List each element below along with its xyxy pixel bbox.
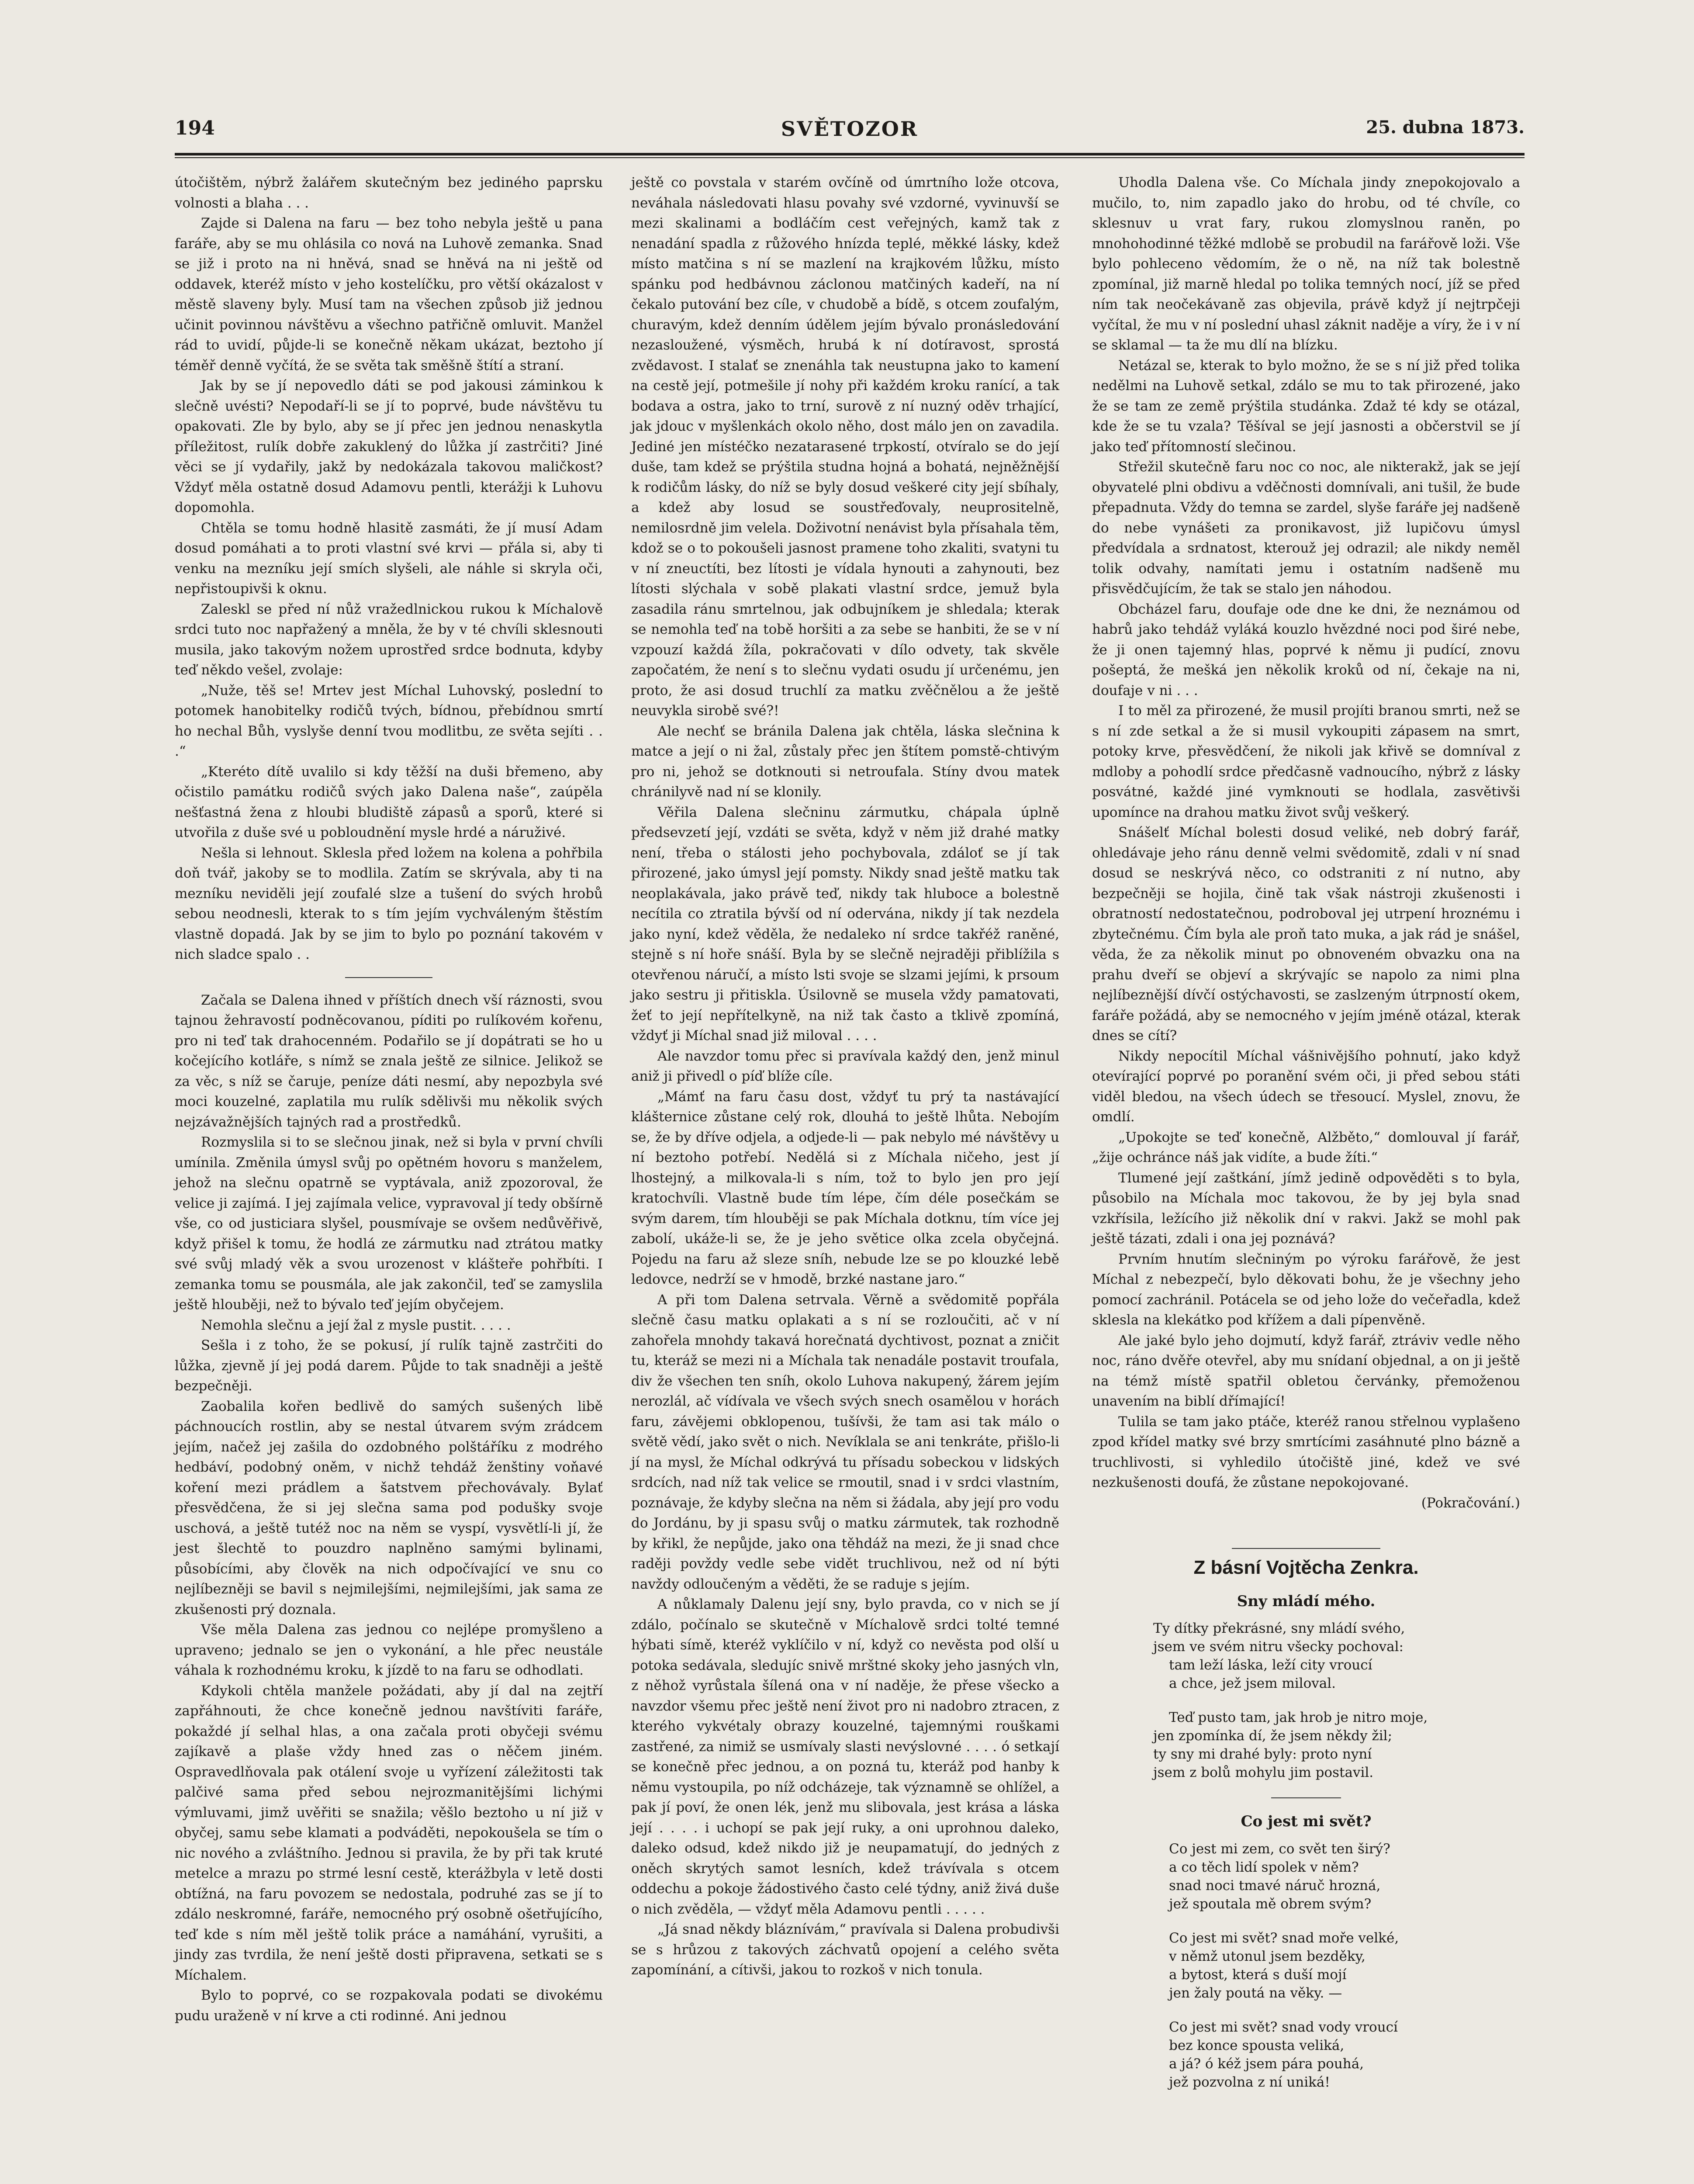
paragraph: Tulila se tam jako ptáče, kteréž ranou střelnou vyplašeno zpod křídel matky své brzy smrtícími zasáhnuté plno bázně a truchlivosti, si vyhledilo útočiště jiné, kdež ve své nezkušenosti doufá, že zůstane nepokojované.	[1092, 1413, 1520, 1490]
poem-title: Co jest mi svět?	[1241, 1813, 1372, 1830]
poem-line: ty sny mi drahé byly: proto nyní	[1153, 1746, 1372, 1762]
poem-line: Co jest mi svět? snad vody vroucí	[1169, 2019, 1398, 2035]
poem-stanza	[1153, 2018, 1520, 2091]
paragraph: Prvním hnutím slečniným po výroku farářově, že jest Míchal z nebezpečí, bylo děkovati bohu, že je všechny jeho pomocí zachránil. Potácela se od jeho lože do večeřadla, kdež sklesla na klekátko pod křížem a dali pípenvěně.	[1092, 1251, 1520, 1328]
paragraph: Tlumené její zaštkání, jímž jedině odpověděti s to byla, působilo na Míchala moc takovou, že by jej byla snad vzkřísila, ležícího již několik dní v rakvi. Jakž se mohl pak ještě tázati, zdali i ona jej poznává?	[1092, 1170, 1520, 1247]
paragraph: ještě co povstala v starém ovčíně od úmrtního lože otcova, neváhala následovati hlasu povahy své vzdorné, vyvinuvší se mezi skalinami a bodláčím cest veřejných, kamž tak z nenadání spadla z růžového hnízda teplé, měkké lásky, kdež místo matčina s ní se mazlení na krajkovém lůžku, místo spánku pod hedbávnou záclonou matčiných kadeří, na ní čekalo putování bez cíle, v chudobě a bídě, s otcem zoufalým, churavým, kdež denním údělem jejím bývalo pronásledování nezasloužené, výsměch, hrubá k ní dotíravost, sprostá zvědavost. I stalať se znenáhla tak neustupna jako to kamení na cestě její, potmešile jí nohy při každém kroku ranící, a tak bodava a ostra, jako to trní, surově z ní nuzný oděv trhající, jak jdouc v myšlenkách okolo něho, dost málo jen on zavadila. Jediné jen místéčko nezatarasené trpkostí, otvíralo se do její duše, tam kdež se prýštila studna hojná a bohatá, nejněžnější k rodičům lásky, do níž se byly dosud veškeré city její sbíhaly, a kdež aby losud se soustřeďovaly, neuprositelně, nemilosrdně jim velela. Doživotní nenávist byla přísahala těm, kdož se o to pokoušeli jasnost pramene toho zkaliti, svatyni tu v ní zneuctíti, bez lítosti je vídala hynouti a zahynouti, bez lítosti slýchala v sobě plakati vlastní srdce, jemuž byla zasadila ránu smrtelnou, jak odbujníkem je shledala; kterak se nemohla teď na tobě horšiti a za sebe se hanbiti, že se v ní vzpouzí každá žíla, pokračovati v dílo odvety, tak skvěle započatém, že není s to slečnu vydati osudu jí určenému, jen proto, že asi dosud truchlí za matku zvěčnělou a že ještě neuvykla sirobě své?!	[631, 175, 1059, 719]
paragraph: Obcházel faru, doufaje ode dne ke dni, že neznámou od habrů jako tehdáž vyláká kouzlo hvězdné noci pod širé nebe, že ji onen tajemný hlas, poprvé k němu ji pudící, znovu pošeptá, že mešká jen několik kroků od ní, čekaje na ni, doufaje v ni . . .	[1092, 601, 1520, 698]
poem-stanza	[1153, 1708, 1520, 1782]
paragraph: Bylo to poprvé, co se rozpakovala podati se divokému pudu uraženě v ní krve a cti rodinné. Ani jednou	[175, 1987, 603, 2024]
poem-stanza	[1153, 1840, 1520, 1913]
paragraph: Zaleskl se před ní nůž vražedlnickou rukou k Míchalově srdci tuto noc napřažený a mněla, že by v té chvíli sklesnouti musila, jako takovým nožem uprostřed srdce bodnuta, kdyby teď někdo vešel, zvolaje:	[175, 601, 603, 678]
poem-line: tam leží láska, leží city vroucí	[1169, 1657, 1372, 1673]
paragraph: Sešla i z toho, že se pokusí, jí rulík tajně zastrčiti do lůžka, zjevně jí jej podá darem. Půjde to tak snadněji a ještě bezpečněji.	[175, 1337, 603, 1394]
paragraph: Věřila Dalena slečninu zármutku, chápala úplně předsevzetí její, vzdáti se světa, když v něm již drahé matky není, třeba o stálosti jeho pochybovala, zdáloť se jí tak přirozené, jako úmysl její pomsty. Nikdy snad ještě matku tak neoplakávala, jako právě teď, nikdy tak hluboce a bolestně necítila co ztratila bývší od ní odervána, nikdy jí tak nezdela jako nyní, kdež věděla, že nedaleko ní srdce takřéž raněné, stejně s ní hoře snáší. Byla by se slečně nejraději přiblížila s otevřenou náručí, a místo lsti svoje se slzami jejími, k prsoum jako sestru ji přitiskla. Úsilovně se musela vždy pamatovati, žeť to její nepřítelkyně, na niž tak často a tklivě zpomíná, vždyť ji Míchal snad již miloval . . . .	[631, 804, 1059, 1044]
journal-title: SVĚTOZOR	[781, 117, 919, 141]
paragraph: „Já snad někdy bláznívám,“ pravívala si Dalena probudivši se s hrůzou z takových záchvatů opojení a celého světa zapomínání, a cítivši, jakou to rozkoš v nich tonula.	[631, 1921, 1059, 1978]
poem-line: snad noci tmavé náruč hrozná,	[1169, 1877, 1381, 1894]
poem-line: a co těch lidí spolek v něm?	[1169, 1859, 1359, 1875]
paragraph: A při tom Dalena setrvala. Věrně a svědomitě popřála slečně času matku oplakati a s ní se rozloučiti, ač v ní zahořela mnohdy takavá horečnatá dychtivost, poznat a zničit tu, kteráž se mezi ni a Míchala tak nenadále postavit troufala, div že všechen ten sníh, okolo Luhova nakupený, žárem jejím nerozlál, ač vídívala ve všech svých snech osamělou v horách faru, závějemi obklopenou, tušívši, že tam asi tak málo o světě vědí, jako svět o nich. Nevíklala se ani tenkráte, přišlo-li jí na mysl, že Míchal odkrývá tu přísadu sobeckou v lidských srdcích, nad níž tak velice se rmoutil, snad i v srdci vlastním, poznávaje, že kdyby slečna na něm si žádala, aby její pro vodu do Jordánu, by ji spasu svůj o matku zármutek, tak rozhodně by křikl, že nepůjde, jako ona těhdáž na mezi, že ji snad chce raději povždy vedle sebe vidět truchlivou, než od ní býti navždy odloučeným a věděti, že se raduje s jejím.	[631, 1292, 1059, 1592]
paragraph: Rozmyslila si to se slečnou jinak, než si byla v první chvíli umínila. Změnila úmysl svůj po opětném hovoru s manželem, jehož na slečnu opatrně se vyptávala, aniž zpozoroval, že velice ji zajímá. I jej zajímala velice, vypravoval jí tedy obšírně vše, co od justiciara slyšel, pousmívaje se ovšem nedůvěřivě, když přišel k tomu, že hodlá ze zármutku nad ztrátou matky své svůj mladý věk a svou urozenost v klášteře pohřbíti. I zemanka tomu se pousmála, ale jak zakončil, teď se zamyslila ještě hlouběji, než to bývalo teď jejím obyčejem.	[175, 1134, 603, 1313]
paragraph: útočištěm, nýbrž žalářem skutečným bez jediného paprsku volnosti a blaha . . .	[175, 175, 603, 211]
poem-stanza	[1153, 1619, 1520, 1693]
paragraph: I to měl za přirozené, že musil projíti branou smrti, než se s ní zde setkal a že si musil vykoupiti zápasem na smrt, potoky krve, přesvědčení, že nikoli jak křivě se domníval z mdloby a pohodlí srdce předčasně vadnoucího, nýbrž z lásky posvátné, každé jiné vymknouti se hodlala, zasvětivši upomínce na drahou matku život svůj veškerý.	[1092, 703, 1520, 820]
paragraph: Netázal se, kterak to bylo možno, že se s ní již před tolika nedělmi na Luhově setkal, zdálo se mu to tak přirozené, jako že se tam ze země prýštila studánka. Zdaž té kdy se otázal, kde že se tu vzala? Těšíval se její jasnosti a občerstvil se jí jako teď přítomností slečinou.	[1092, 357, 1520, 455]
paragraph: Snášelť Míchal bolesti dosud veliké, neb dobrý farář, ohledávaje jeho ránu denně velmi svědomitě, zdali v ní snad dosud se neskrývá něco, co odstraniti z ní nutno, aby bezpečněji se hojila, čině tak však nástroji zkušenosti i obratností nedostatečnou, podroboval jej utrpení hroznému i zbytečnému. Čím byla ale proň tato muka, a jak rád je snášel, věda, že za několik minut po obnoveném obvazku ona na prahu dveří se objeví a skrývajíc se napolo za nimi plna nejlíbeznější dívčí ostýchavosti, se zaslzeným útrpností okem, faráře požádá, aby se nemocného v jejím jméně otázal, kterak dnes se cítí?	[1092, 825, 1520, 1044]
poem-line: jež spoutala mě obrem svým?	[1169, 1896, 1372, 1912]
paragraph: Střežil skutečně faru noc co noc, ale nikterakž, jak se její obyvatelé plni obdivu a vděčnosti domnívali, ani tušil, že bude přepadnuta. Vždy do temna se zardel, slyše faráře jej nadšeně do nebe vynášeti za pronikavost, již lupičovu úmysl předvídala a srdnatost, kterouž jej odrazil; ale nikdy neměl tolik odvahy, namítati jemu i ostatním nadšeně mu přisvědčujícím, že tak se stalo jen náhodou.	[1092, 459, 1520, 597]
page-number: 194	[175, 117, 215, 139]
paragraph: Ale nechť se bránila Dalena jak chtěla, láska slečnina k matce a její o ni žal, zůstaly přec jen štítem pomstě-chtivým pro ni, jehož se dotknouti si netroufala. Stíny dvou matek chránilyvě nad ní se klonily.	[631, 723, 1059, 800]
paragraph: „Mámť na faru času dost, vždyť tu prý ta nastávající klášternice zůstane celý rok, dlouhá to ještě lhůta. Nebojím se, že by dříve odjela, a odjede-li — pak nebylo mé návštěvy u ní beztoho potřebí. Nedělá si z Míchala ničeho, jest jí lhostejný, a milkovala-li s ním, tož to bylo jen pro její kratochvíli. Vlastně bude tím lépe, čím déle posečkám se svým darem, tím hlouběji se pak Míchala dotknu, tím více jej zabolí, ukáže-li se, že je jeho světice olka zcela obyčejná. Pojedu na faru až sleze sníh, nebude lze se po klouzké lebě ledovce, nedrží se v hmodě, brzké nastane jaro.“	[631, 1089, 1059, 1287]
paragraph: „Nuže, těš se! Mrtev jest Míchal Luhovský, poslední to potomek hanobitelky rodičů tvých, bídnou, přebídnou smrtí ho nechal Bůh, vyslyše denní tvou modlitbu, ze světa sejíti . . .“	[175, 682, 603, 759]
poem-line: bez konce spousta veliká,	[1169, 2037, 1345, 2053]
poem-stanza	[1153, 1929, 1520, 2002]
paragraph: Kdykoli chtěla manžele požádati, aby jí dal na zejtří zapřáhnouti, že chce konečně jednou navštíviti faráře, pokaždé jí selhal hlas, a ona začala proti obyčeji svému zajíkavě a plaše vždy hned zas o něčem jiném. Ospravedlňovala pak otálení svoje u vyřízení záležitosti tak palčivé sama před sebou nejrozmanitějšími lichými výmluvami, jimž uvěřiti se snažila; věšlo beztoho u ní již v obyčej, samu sebe klamati a podváděti, nepokoušela se tím o nic nového a zvláštního. Jednou si pravila, že by při tak kruté metelce a mrazu po strmé lesní cestě, kterážbyla v letě dosti obtížná, na faru povozem se nedostala, podruhé zas se jí to zdálo neskromné, faráře, nemocného prý osobně ošetřujícího, teď kde s ním měl ještě tolik práce a namáhání, vyrušiti, a jindy zas tvrdila, že není ještě dosti připravena, setkati se s Míchalem.	[175, 1683, 603, 1983]
paragraph: A nůklamaly Dalenu její sny, bylo pravda, co v nich se jí zdálo, počínalo se skutečně v Míchalově srdci tolté temné hýbati símě, kteréž vyklíčilo v ní, když co nevěsta pod olší u potoka sedávala, sledujíc snivě mrštné skoky jeho jasných vln, z něhož vyrůstala šílená ona v ní naděje, že přese všecko a navzdor všemu přec ještě není život pro ni nadobro ztracen, z kterého vykvétaly obrazy kouzelné, tajemnými rouškami zastřené, za nimiž se usmívaly slasti nevýslovné . . . . ó setkají se konečně přec jednou, a on pozná tu, kteráž pod hanby k němu vystoupila, po níž odcházeje, tak významně se ohlížel, a pak jí poví, že onen lék, jenž mu slibovala, jest krása a láska její . . . . i uchopí se pak její ruky, a oni uprohnou daleko, daleko odsud, kdež nikdo již je neupamatují, do jedných z oněch skrytých samot lesních, kdež trávívala s otcem oddechu a pokoje žádostivého často celé týdny, aniž živá duše o nich zvěděla, — vždyť měla Adamovu pentli . . . . .	[631, 1597, 1059, 1917]
column-1	[175, 173, 603, 2026]
poem-line: jen zpomínka dí, že jsem někdy žil;	[1153, 1728, 1393, 1744]
poem-line: jsem z bolů mohylu jim postavil.	[1153, 1765, 1374, 1780]
paragraph: Jak by se jí nepovedlo dáti se pod jakousi záminkou k slečně uvésti? Nepodaří-li se jí to poprvé, bude návštěvu tu opakovati. Zle by bylo, aby se jí přec jen jednou nenaskytla příležitost, rulík dobře zakuklený do lůžka jí zastrčiti? Jiné věci se jí vydařily, jakž by nedokázala takovou maličkost? Vždyť měla ostatně dosud Adamovu pentli, kterážji k Luhovu dopomohla.	[175, 378, 603, 515]
poems-section-title: Z básní Vojtěcha Zenkra.	[1193, 1557, 1419, 1578]
poem-line: Co jest mi svět? snad moře velké,	[1169, 1930, 1399, 1946]
poem-line: a chce, jež jsem miloval.	[1169, 1676, 1336, 1691]
paragraph: Začala se Dalena ihned v příštích dnech vší ráznosti, svou tajnou žehravostí podněcovanou, píditi po rulíkovém kořenu, pro ni teď tak drahocenném. Podařilo se jí dopátrati se ho u kočejícího kotláře, s nímž se znala ještě ze silnice. Jelikož se za věc, s níž se čaruje, peníze dáti nesmí, aby nepozbyla své moci kouzelné, zaplatila mu rulík sdělivši mu několik svých nejzávažnějších tajných rad a prostředků.	[175, 992, 603, 1130]
paragraph: „Upokojte se teď konečně, Alžběto,“ domlouval jí farář, „žije ochránce náš jak vidíte, a bude žíti.“	[1092, 1129, 1520, 1165]
poem-line: Teď pusto tam, jak hrob je nitro moje,	[1169, 1710, 1428, 1725]
issue-date: 25. dubna 1873.	[1366, 117, 1525, 138]
paragraph: Chtěla se tomu hodně hlasitě zasmáti, že jí musí Adam dosud pomáhati a to proti vlastní své krvi — přála si, aby ti venku na mezníku její smích slyšeli, ale náhle si skryla oči, nepřistoupivši k oknu.	[175, 520, 603, 597]
poem-title: Sny mládí mého.	[1237, 1592, 1376, 1610]
poem-line: jež pozvolna z ní uniká!	[1169, 2074, 1330, 2090]
poem-line: Co jest mi zem, co svět ten širý?	[1169, 1841, 1390, 1857]
poem-line: a bytost, která s duší mojí	[1169, 1966, 1347, 1983]
section-rule	[1232, 1548, 1380, 1549]
paragraph: Ale navzdor tomu přec si pravívala každý den, jenž minul aniž ji přivedl o píď blíže cíle.	[631, 1048, 1059, 1084]
section-divider	[345, 977, 432, 978]
paragraph: Nešla si lehnout. Sklesla před ložem na kolena a pohřbila doň tvář, jakoby se to modlila. Zatím se skrývala, aby ti na mezníku neviděli její zoufalé slze a tušení do svých hrobů sebou neodnesli, kterak to s tím jejím vychváleným štěstím vlastně dopadá. Jak by se jim to bylo po poznání takovém v nich sladce spalo . .	[175, 845, 603, 962]
paragraph: Nikdy nepocítil Míchal vášnivějšího pohnutí, jako když otevírající poprvé po poranění svém oči, ji před sebou státi viděl bledou, na všech údech se třesoucí. Myslel, znovu, že omdlí.	[1092, 1048, 1520, 1125]
paragraph: Nemohla slečnu a její žal z mysle pustit. . . . .	[201, 1317, 511, 1333]
paragraph: „Kteréto dítě uvalilo si kdy těžší na duši břemeno, aby očistilo památku rodičů svých jako Dalena naše“, zaúpěla nešťastná žena z hloubi bludiště zápasů a sporů, které si utvořila z duše své u pobloudnění mysle hrdé a náruživé.	[175, 764, 603, 840]
poem-line: a já? ó kéž jsem pára pouhá,	[1169, 2056, 1364, 2072]
paragraph: Vše měla Dalena zas jednou co nejlépe promyšleno a upraveno; jednalo se jen o vykonání, a hle přec neustále váhala k rozhodnému kroku, k jízdě to na faru se odhodlati.	[175, 1622, 603, 1678]
page-header	[175, 117, 1525, 156]
header-rule	[175, 153, 1525, 158]
poem-line: v němž utonul jsem bezděky,	[1169, 1948, 1366, 1964]
paragraph: Uhodla Dalena vše. Co Míchala jindy znepokojovalo a mučilo, to, nim zapadlo jako do hrobu, od té chvíle, co sklesnuv u vrat fary, rukou zlomyslnou raněn, po mnohohodinné těžké mdlobě se probudil na farářově loži. Vše bylo pohleceno vědomím, že o ně, na níž tak bolestně zpomínal, již marně hledal po tolika temných nocí, jíž se před ním tak neočekávaně zas objevila, právě když jí nejtrpčeji vyčítal, že mu v ní poslední uhasl záknit naděje a víry, že i v ní se sklamal — ta že mu dlí na blízku.	[1092, 175, 1520, 353]
poem-divider	[1271, 1797, 1341, 1798]
paragraph: Zajde si Dalena na faru — bez toho nebyla ještě u pana faráře, aby se mu ohlásila co nová na Luhově zemanka. Snad se již i proto na ni hněvá, snad se hněvá na ni ještě od oddavek, kteréž místo v jeho kostelíčku, pro větší okázalost v městě slaveny byly. Musí tam na všechen způsob již jednou učinit povinnou návštěvu a všechno patřičně omluvit. Manžel rád to uvidí, půjde-li se konečně někam ukázat, beztoho jí téměř denně vyčítá, že se světa tak směšně štítí a straní.	[175, 215, 603, 373]
column-3	[1092, 173, 1520, 2107]
paragraph: Ale jaké bylo jeho dojmutí, když farář, ztráviv vedle něho noc, ráno dvěře otevřel, aby mu snídaní objednal, a on ji ještě na témž místě spatřil obletou červánky, přemoženou unavením na biblí dřímající!	[1092, 1332, 1520, 1409]
poems-section	[1092, 1548, 1520, 2091]
poem-line: jsem ve svém nitru všecky pochoval:	[1153, 1639, 1404, 1655]
column-2	[631, 173, 1059, 1980]
continuation-note: (Pokračování.)	[1421, 1495, 1520, 1511]
poem-line: jen žaly poutá na věky. —	[1169, 1985, 1342, 2001]
poem-line: Ty dítky překrásné, sny mládí svého,	[1153, 1621, 1405, 1636]
paragraph: Zaobalila kořen bedlivě do samých sušených libě páchnoucích rostlin, aby se nestal útvarem svým zrádcem jejím, načež jej zašila do ozdobného polštáříku z modrého hedbáví, podobný oněm, v nichž tehdáž ženštiny voňavé koření mezi prádlem a šatstvem přechovávaly. Bylať přesvědčena, že si jej slečna sama pod podušky svoje uschová, a ještě tutéž noc na něm se vyspí, vysvětlí-li jí, že jest šlechtě to pouzdro naplněno samými bylinami, působícími, aby člověk na nich odpočívající ve snu co nejlíbezněji se bavil s nejmilejšími, nejmilejšími, jak sama ze zkušenosti prý doznala.	[175, 1398, 603, 1617]
